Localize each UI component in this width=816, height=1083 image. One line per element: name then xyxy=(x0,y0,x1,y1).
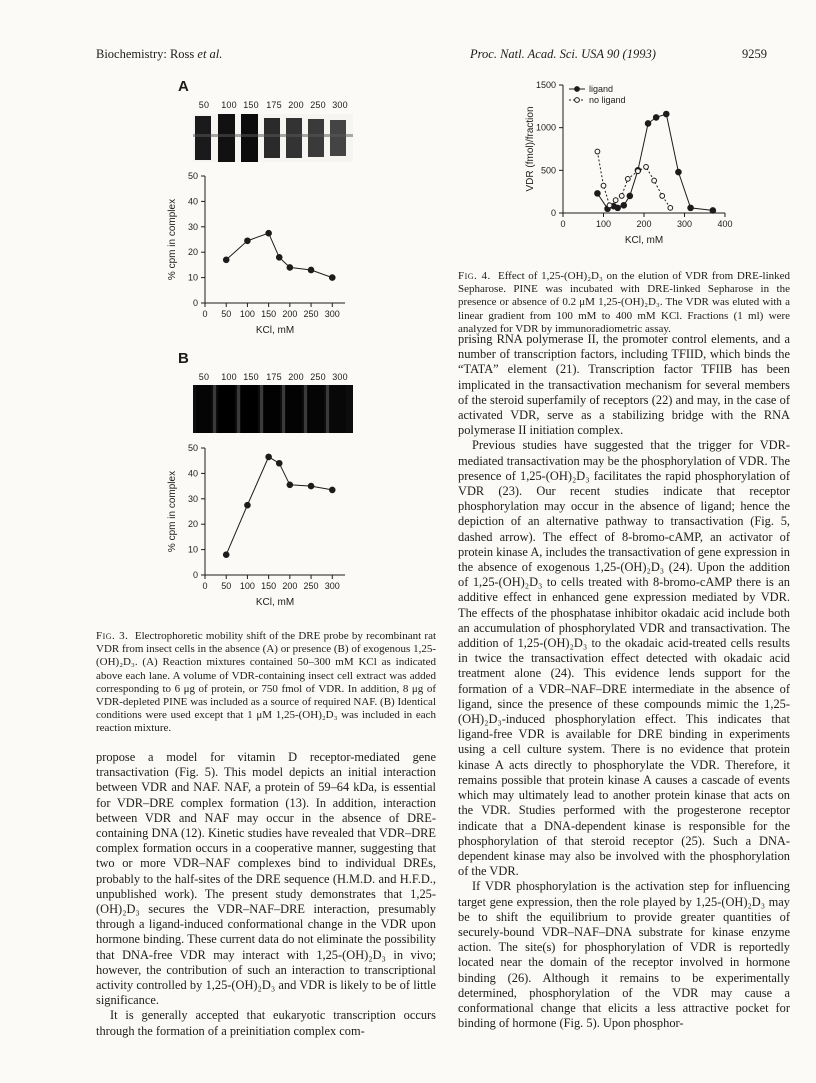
running-header-journal: Proc. Natl. Acad. Sci. USA 90 (1993) xyxy=(470,47,656,61)
fig3a-lane-label: 200 xyxy=(288,100,304,110)
y-axis-label: % cpm in complex xyxy=(167,470,178,553)
gel-lane xyxy=(241,114,258,162)
series-line xyxy=(597,152,670,208)
body-paragraph: Previous studies have suggested that the trigger for VDR-mediated transactivation may be the phosphorylation of VDR. The presence of 1,25-(OH)₂D₃ facilitates the rapid phosphorylation of VDR (23). Our recent studies indicate that receptor phosphorylation may occur in the absence of ligand; hence the depiction of an alternative pathway to transactivation (Fig. 5, dashed arrow). The effect of 8-bromo-cAMP, an activator of protein kinase A, includes the transactivation of gene expression in the absence of exogenous 1,25-(OH)₂D₃ (24). Upon the addition of 1,25-(OH)₂D₃ to cells treated with 8-bromo-cAMP there is an additive effect in enhanced gene expression mediated by VDR. The effects of the phosphatase inhibitor okadaic acid include both an accumulation of phosphorylated VDR and transactivation. The addition of 1,25-(OH)₂D₃ to the okadaic acid-treated cells results in twice the transactivation effect detected with okadaic acid treatment alone (24). This evidence lends support for the formation of a VDR–NAF–DRE intermediate in the absence of ligand, since the presence of these compounds mimic the 1,25-(OH)₂D₃-induced phosphorylation effect. This indicates that ligand-free VDR is available for DRE binding in experiments using a cell culture system. There is no evidence that protein kinase A acts directly to phosphorylate the VDR. Therefore, it remains possible that protein kinase A causes a cascade of events which may ultimately lead to another protein kinase that acts on the VDR. Studies performed with the progesterone receptor indicate that a DNA-dependent kinase is responsible for the phosphorylation of that steroid receptor (25). Such a DNA-dependent kinase may also be involved with the phosphorylation of the VDR. xyxy=(458,438,790,879)
data-point xyxy=(613,198,618,203)
fig3a-gel-image xyxy=(193,114,353,162)
data-point xyxy=(276,460,282,466)
x-tick-label: 250 xyxy=(303,309,319,319)
gel-lane xyxy=(196,385,211,433)
fig3b-lane-label: 300 xyxy=(332,372,348,382)
gel-lane xyxy=(264,385,280,433)
fig3b-lane-label: 50 xyxy=(198,372,210,382)
x-axis-label: KCl, mM xyxy=(624,235,664,246)
y-tick-label: 40 xyxy=(187,468,198,479)
legend-marker xyxy=(575,98,580,103)
x-tick-label: 150 xyxy=(261,581,277,591)
data-point xyxy=(645,121,651,127)
fig3b-lane-label: 200 xyxy=(288,372,304,382)
y-tick-label: 20 xyxy=(187,247,198,258)
fig3a-lane-label: 50 xyxy=(198,100,210,110)
data-point xyxy=(653,115,659,121)
data-point xyxy=(660,194,665,199)
body-paragraph: prising RNA polymerase II, the promoter control elements, and a number of transcription factors, including TFIID, which binds the “TATA” element (21). Transcription factor TFIIB has been implicated in the transactivation mechanism for several members of the steroid superfamily of receptors (22) and may, in the case of activated VDR, serve as a stabilizing bridge with the RNA polymerase II initiation complex. xyxy=(458,332,790,438)
y-tick-label: 50 xyxy=(187,443,198,453)
y-tick-label: 1000 xyxy=(535,122,556,133)
legend-entry: no ligand xyxy=(589,95,626,105)
fig3b-lane-label: 150 xyxy=(243,372,259,382)
data-point xyxy=(245,238,251,244)
gel-lane xyxy=(308,119,324,157)
data-point xyxy=(619,194,624,199)
fig3b-gel-image xyxy=(193,385,353,433)
fig3-caption-text: Electrophoretic mobility shift of the DRE probe by recombinant rat VDR from insect cells in the absence (A) or presence (B) of exogenous 1,25-(OH)₂D₃. (A) Reaction mixtures contained 50–300 mM KCl as indicated above each lane. A volume of VDR-containing insect cell extract was added corresponding to 6 μg of protein, or 750 fmol of VDR. In addition, 8 μg of VDR-depleted PINE was included as a source of required NAF. (B) Identical conditions were used except that 1 μM 1,25-(OH)₂D₃ was included in each reaction mixture. xyxy=(96,630,437,735)
data-point xyxy=(601,183,606,188)
x-tick-label: 250 xyxy=(303,581,319,591)
data-point xyxy=(636,169,641,174)
fig3a-lane-label: 300 xyxy=(332,100,348,110)
running-header-left: Biochemistry: Ross et al. xyxy=(96,47,223,61)
data-point xyxy=(287,265,293,271)
y-tick-label: 0 xyxy=(192,570,198,580)
legend-entry: ligand xyxy=(589,84,614,94)
gel-lane xyxy=(330,120,346,156)
x-tick-label: 300 xyxy=(324,309,340,319)
right-column-body xyxy=(458,332,790,1031)
y-tick-label: 20 xyxy=(187,519,198,530)
x-tick-label: 0 xyxy=(560,219,566,229)
y-tick-label: 0 xyxy=(192,298,198,308)
gel-lane xyxy=(286,118,302,158)
gel-lane xyxy=(218,385,235,433)
data-point xyxy=(615,205,621,211)
y-axis-label: % cpm in complex xyxy=(167,198,178,281)
data-point xyxy=(276,254,282,260)
x-tick-label: 50 xyxy=(221,581,232,591)
fig3a-panel-letter: A xyxy=(178,78,189,95)
data-point xyxy=(595,149,600,154)
gel-lane xyxy=(218,114,235,162)
y-tick-label: 0 xyxy=(550,208,556,218)
fig3a-lane-label: 150 xyxy=(243,100,259,110)
fig4-caption-text: Effect of 1,25-(OH)₂D₃ on the elution of VDR from DRE-linked Sepharose. PINE was incubated with DRE-linked Sepharose in the presence or absence of 0.2 μM 1,25-(OH)₂D₃. The VDR was eluted with a linear gradient from 100 mM to 400 mM KCl. Fractions (1 ml) were analyzed for VDR by immunoradiometric assay. xyxy=(458,270,791,335)
data-point xyxy=(621,203,627,209)
data-point xyxy=(688,205,694,211)
x-tick-label: 150 xyxy=(261,309,277,319)
body-paragraph: If VDR phosphorylation is the activation step for influencing target gene expression, then the role played by 1,25-(OH)₂D₃ may be to shift the equilibrium to provide greater quantities of securely-bound VDR–NAF–DNA substrate for kinase enzyme action. The site(s) for phosphorylation of VDR is reportedly located near the domain of the receptor involved in hormone binding (26). Although it remains to be experimentally determined, phosphorylation of the VDR may cause a conformational change that elicits a less attractive pocket for binding of hormone (Fig. 5). Upon phosphor- xyxy=(458,879,790,1031)
fig3b-panel-letter: B xyxy=(178,350,189,367)
legend-marker xyxy=(575,87,580,92)
x-tick-label: 200 xyxy=(636,219,652,229)
x-tick-label: 200 xyxy=(282,309,298,319)
data-point xyxy=(595,191,601,197)
fig3b-lane-label: 175 xyxy=(266,372,282,382)
x-tick-label: 200 xyxy=(282,581,298,591)
fig3-caption xyxy=(96,630,436,736)
data-point xyxy=(223,257,229,263)
y-tick-label: 40 xyxy=(187,196,198,207)
y-tick-label: 30 xyxy=(187,221,198,232)
data-point xyxy=(329,275,335,281)
left-column-body xyxy=(96,750,436,1039)
data-point xyxy=(663,111,669,117)
y-tick-label: 500 xyxy=(540,165,556,176)
x-axis-label: KCl, mM xyxy=(255,325,295,336)
gel-lane xyxy=(308,385,324,433)
x-tick-label: 100 xyxy=(239,581,255,591)
x-tick-label: 0 xyxy=(202,309,208,319)
y-tick-label: 10 xyxy=(187,544,198,555)
gel-lane xyxy=(330,385,346,433)
data-point xyxy=(266,230,272,236)
y-tick-label: 10 xyxy=(187,272,198,283)
x-axis-label: KCl, mM xyxy=(255,597,295,608)
x-tick-label: 300 xyxy=(676,219,693,229)
fig3a-chart xyxy=(160,168,360,338)
data-point xyxy=(287,482,293,488)
y-tick-label: 50 xyxy=(187,171,198,181)
gel-lane xyxy=(264,118,280,158)
y-tick-label: 1500 xyxy=(535,80,556,90)
fig4-chart xyxy=(505,75,735,265)
data-point xyxy=(223,552,229,558)
fig3a-lane-label: 250 xyxy=(310,100,326,110)
data-point xyxy=(710,208,716,214)
data-point xyxy=(329,487,335,493)
data-point xyxy=(644,165,649,170)
body-paragraph: propose a model for vitamin D receptor-mediated gene transactivation (Fig. 5). This model depicts an initial interaction between VDR and NAF. NAF, a protein of 59–64 kDa, is essential for VDR–DRE complex formation (13). In addition, interaction between VDR and NAF may occur in the absence of DRE-containing DNA (12). Kinetic studies have revealed that VDR–DRE complex formation occurs in a cooperative manner, suggesting that two or more VDR–NAF complexes bind to individual DREs, probably to the half-sites of the DRE sequence (H.M.D. and H.F.D., unpublished work). The present study demonstrates that 1,25-(OH)₂D₃ secures the VDR–NAF–DRE interaction, presumably through a ligand-induced conformational change in the VDR upon hormone binding. These current data do not eliminate the possibility that DNA-free VDR may interact with 1,25-(OH)₂D₃ in vivo; however, the contribution of such an interaction to transcriptional activity controlled by 1,25-(OH)₂D₃ and VDR is likely to be of little significance. xyxy=(96,750,436,1008)
x-tick-label: 100 xyxy=(239,309,255,319)
series-line xyxy=(597,114,712,210)
data-point xyxy=(245,502,251,508)
page-number: 9259 xyxy=(742,47,767,61)
gel-lane xyxy=(241,385,258,433)
data-point xyxy=(308,267,314,273)
fig4-caption-label: Fig. 4. xyxy=(458,270,491,282)
gel-lane xyxy=(286,385,302,433)
data-point xyxy=(627,193,633,199)
y-axis-label: VDR (fmol)/fraction xyxy=(525,106,536,192)
fig3b-chart xyxy=(160,440,360,610)
fig3a-lane-label: 175 xyxy=(266,100,282,110)
fig3b-lane-label: 250 xyxy=(310,372,326,382)
data-point xyxy=(266,454,272,460)
fig4-caption xyxy=(458,270,790,336)
data-point xyxy=(676,169,682,175)
gel-lane xyxy=(195,116,211,160)
x-tick-label: 300 xyxy=(324,581,340,591)
data-point xyxy=(668,205,673,210)
data-point xyxy=(625,176,630,181)
data-point xyxy=(652,178,657,183)
data-point xyxy=(607,203,612,208)
x-tick-label: 50 xyxy=(221,309,232,319)
x-tick-label: 100 xyxy=(595,219,612,229)
series-line xyxy=(226,457,332,555)
fig3-caption-label: Fig. 3. xyxy=(96,630,129,642)
data-point xyxy=(308,483,314,489)
fig3a-lane-label: 100 xyxy=(221,100,237,110)
y-tick-label: 30 xyxy=(187,493,198,504)
fig3b-lane-label: 100 xyxy=(221,372,237,382)
body-paragraph: It is generally accepted that eukaryotic transcription occurs through the formation of a preinitiation complex com- xyxy=(96,1008,436,1038)
x-tick-label: 0 xyxy=(202,581,208,591)
x-tick-label: 400 xyxy=(717,219,733,229)
